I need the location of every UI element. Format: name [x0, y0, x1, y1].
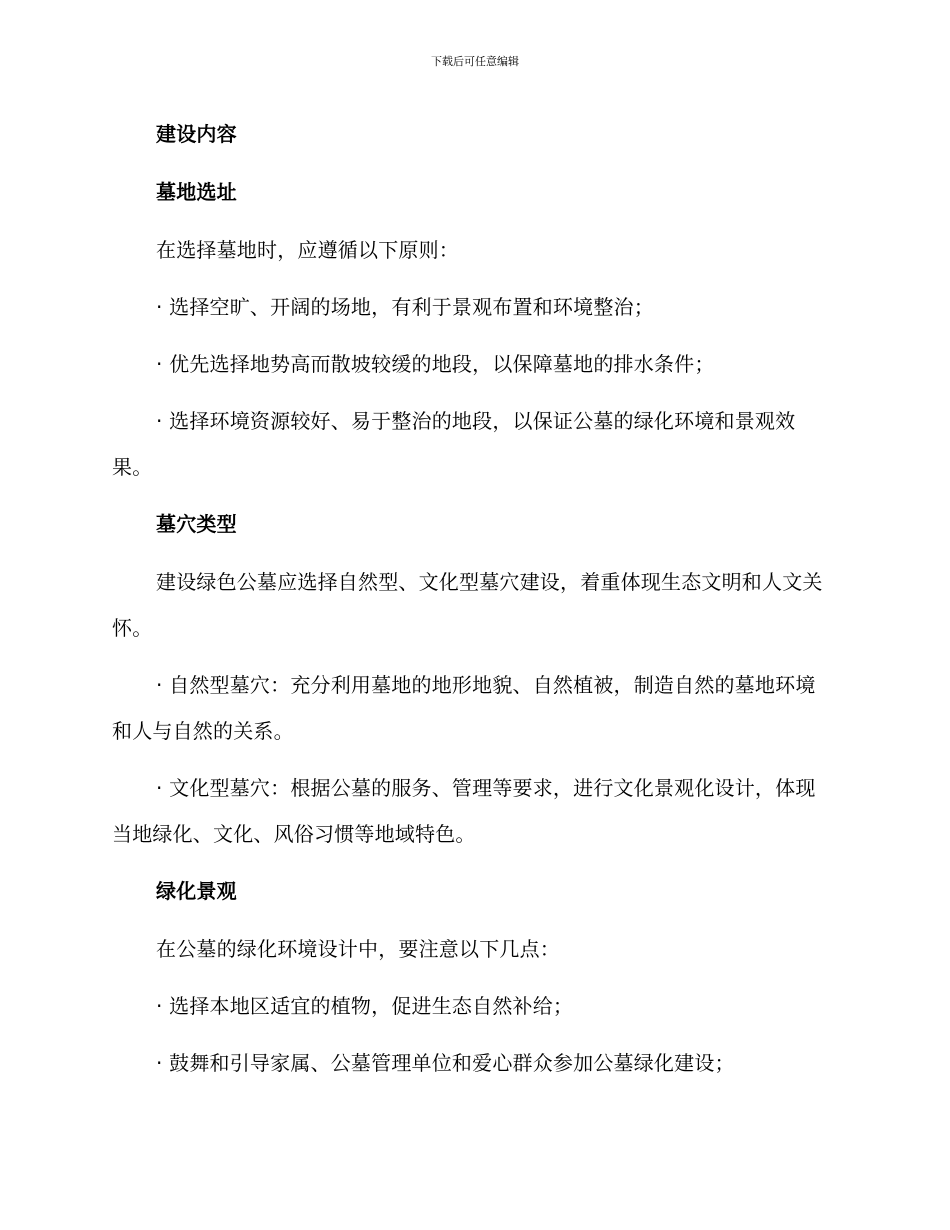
heading-site-selection: 墓地选址 [156, 180, 237, 204]
tomb-types-intro: 建设绿色公墓应选择自然型、文化型墓穴建设，着重体现生态文明和人文关怀。 [112, 570, 823, 640]
heading-construction-content: 建设内容 [156, 122, 237, 146]
page-header-note: 下载后可任意编辑 [431, 55, 519, 68]
document-body [112, 111, 832, 1097]
site-bullet-high-terrain: · 优先选择地势高而散坡较缓的地段，以保障墓地的排水条件； [156, 352, 715, 376]
heading-greening-landscape: 绿化景观 [156, 879, 237, 903]
tomb-bullet-cultural: · 文化型墓穴：根据公墓的服务、管理等要求，进行文化景观化设计，体现当地绿化、文化、风俗习惯等地域特色。 [112, 776, 816, 846]
site-bullet-open-space: · 选择空旷、开阔的场地，有利于景观布置和环境整治； [156, 295, 654, 319]
tomb-bullet-natural: · 自然型墓穴：充分利用墓地的地形地貌、自然植被，制造自然的墓地环境和人与自然的关系。 [112, 673, 816, 743]
greening-bullet-local-plants: · 选择本地区适宜的植物，促进生态自然补给； [156, 994, 574, 1018]
site-bullet-good-environment: · 选择环境资源较好、易于整治的地段，以保证公墓的绿化环境和景观效果。 [112, 409, 796, 479]
site-selection-intro: 在选择墓地时，应遵循以下原则： [156, 238, 459, 262]
heading-tomb-types: 墓穴类型 [156, 512, 237, 536]
greening-intro: 在公墓的绿化环境设计中，要注意以下几点： [156, 937, 560, 961]
greening-bullet-participation: · 鼓舞和引导家属、公墓管理单位和爱心群众参加公墓绿化建设； [156, 1051, 735, 1075]
